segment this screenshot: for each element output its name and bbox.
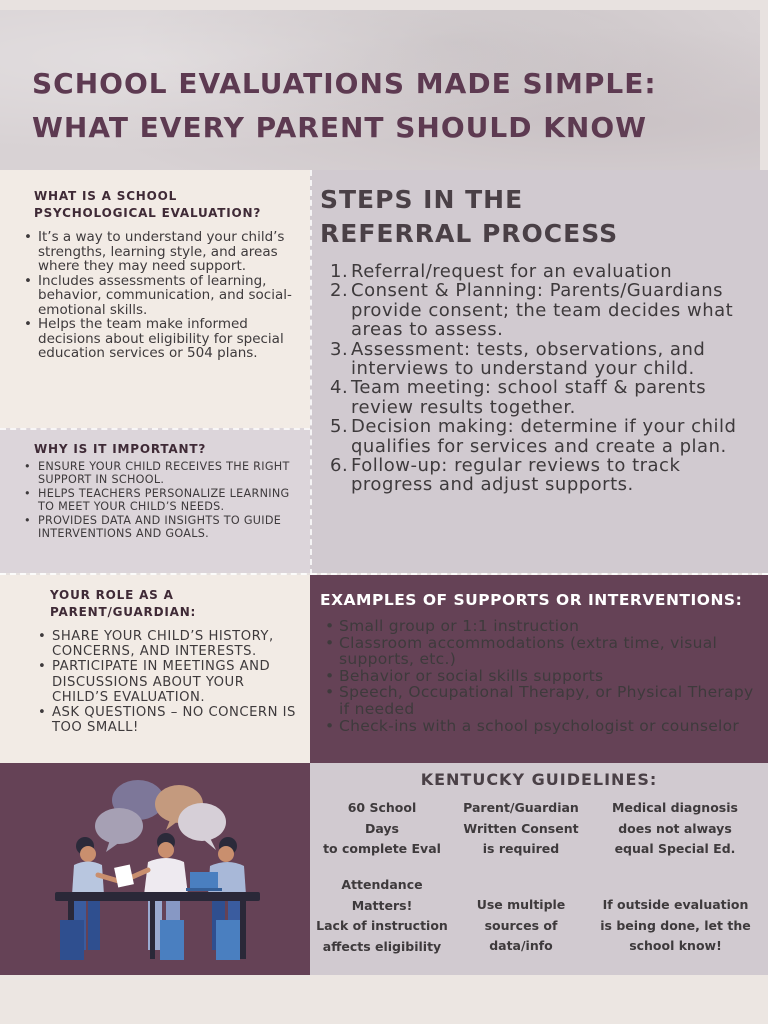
step-number: 4.	[330, 377, 349, 399]
title-line-2: WHAT EVERY PARENT SHOULD KNOW	[32, 111, 648, 144]
guideline-medical-diagnosis	[605, 798, 745, 860]
step-text: Consent & Planning: Parents/Guardians provide consent; the team decides what areas to assess.	[351, 280, 734, 341]
step-item	[330, 340, 750, 379]
guideline-line: Matters!	[351, 897, 413, 913]
step-number: 5.	[330, 416, 349, 438]
list-item: • It’s a way to understand your child’s strengths, learning style, and areas where they may need support.	[24, 230, 304, 274]
step-number: 2.	[330, 280, 349, 302]
what-is-heading-line-1: WHAT IS A SCHOOL	[34, 189, 178, 203]
footer-strip	[0, 975, 768, 1024]
step-item	[330, 281, 750, 339]
supports-heading: EXAMPLES OF SUPPORTS OR INTERVENTIONS:	[320, 591, 743, 609]
page-title	[32, 62, 752, 150]
guideline-line: If outside evaluation	[602, 897, 749, 912]
guideline-multiple-sources	[451, 895, 591, 957]
guideline-line: Days	[364, 820, 399, 836]
list-item: • ASK QUESTIONS – NO CONCERN IS TOO SMALL!	[38, 705, 303, 735]
divider-horizontal-left	[0, 428, 310, 430]
what-is-list	[24, 230, 304, 361]
list-item: • Small group or 1:1 instruction	[325, 618, 765, 635]
list-item: • Classroom accommodations (extra time, visual supports, etc.)	[325, 635, 765, 668]
role-heading-line-1: YOUR ROLE AS A	[50, 588, 174, 602]
list-item: • ENSURE YOUR CHILD RECEIVES THE RIGHT SUPPORT IN SCHOOL.	[24, 460, 304, 487]
guideline-outside-evaluation	[598, 895, 753, 957]
step-number: 6.	[330, 455, 349, 477]
steps-heading-line-2: REFERRAL PROCESS	[320, 219, 619, 248]
list-item: • Speech, Occupational Therapy, or Physical Therapy if needed	[325, 684, 765, 717]
step-text: Team meeting: school staff & parents review results together.	[351, 377, 707, 418]
header-banner	[0, 10, 760, 170]
guideline-line: sources of	[484, 917, 558, 933]
step-text: Decision making: determine if your child qualifies for services and create a plan.	[351, 416, 737, 457]
kentucky-heading: KENTUCKY GUIDELINES:	[420, 770, 658, 789]
steps-list	[330, 262, 750, 495]
step-number: 1.	[330, 261, 349, 282]
guideline-line: does not always	[618, 820, 732, 836]
guideline-line: is required	[482, 841, 560, 856]
what-is-heading	[34, 188, 294, 222]
step-item	[330, 456, 750, 495]
divider-vertical	[310, 170, 312, 575]
step-item	[330, 262, 750, 281]
role-heading	[50, 587, 280, 621]
list-item: • PROVIDES DATA AND INSIGHTS TO GUIDE INTERVENTIONS AND GOALS.	[24, 514, 304, 541]
guideline-line: Lack of instruction	[316, 918, 448, 933]
list-item: • Includes assessments of learning, behavior, communication, and social-emotional skills.	[24, 274, 304, 318]
list-item: • Behavior or social skills supports	[325, 668, 765, 685]
step-item	[330, 417, 750, 456]
list-item: • HELPS TEACHERS PERSONALIZE LEARNING TO MEET YOUR CHILD’S NEEDS.	[24, 487, 304, 514]
why-important-heading: WHY IS IT IMPORTANT?	[34, 442, 207, 456]
title-line-1: SCHOOL EVALUATIONS MADE SIMPLE:	[32, 67, 657, 100]
paper-icon	[114, 865, 134, 888]
guideline-line: data/info	[489, 938, 553, 953]
laptop-icon	[186, 872, 222, 891]
guideline-60-days	[312, 798, 452, 860]
list-item: • Check-ins with a school psychologist or counselor	[325, 718, 765, 735]
guideline-line: 60 School	[347, 800, 417, 815]
step-text: Referral/request for an evaluation	[351, 261, 673, 282]
what-is-heading-line-2: PSYCHOLOGICAL EVALUATION?	[34, 206, 262, 220]
guideline-line: Written Consent	[463, 820, 579, 836]
steps-heading-line-1: STEPS IN THE	[320, 185, 524, 214]
role-list	[38, 629, 303, 735]
guideline-line: equal Special Ed.	[614, 841, 736, 856]
guideline-line: Parent/Guardian	[463, 800, 579, 815]
list-item: • SHARE YOUR CHILD’S HISTORY, CONCERNS, AND INTERESTS.	[38, 629, 303, 659]
step-text: Assessment: tests, observations, and interviews to understand your child.	[351, 338, 706, 380]
why-important-list	[24, 460, 304, 540]
steps-heading	[320, 183, 720, 251]
list-item: • Helps the team make informed decisions about eligibility for special education services or 504 plans.	[24, 317, 304, 361]
supports-list	[325, 618, 765, 734]
guideline-line: Attendance	[341, 877, 423, 892]
divider-horizontal-middle	[0, 573, 768, 575]
guideline-line: affects eligibility	[322, 938, 442, 954]
step-number: 3.	[330, 338, 349, 360]
guideline-line: is being done, let the	[600, 917, 751, 933]
guideline-line: Use multiple	[476, 897, 566, 912]
guideline-line: school know!	[629, 938, 722, 953]
guideline-attendance	[312, 875, 452, 957]
guideline-line: Medical diagnosis	[612, 800, 738, 815]
list-item: • PARTICIPATE IN MEETINGS AND DISCUSSIONS ABOUT YOUR CHILD’S EVALUATION.	[38, 659, 303, 705]
guideline-consent	[451, 798, 591, 860]
guideline-line: to complete Eval	[323, 841, 441, 856]
step-item	[330, 378, 750, 417]
step-text: Follow-up: regular reviews to track progress and adjust supports.	[351, 455, 681, 496]
team-meeting-illustration	[40, 770, 270, 970]
role-heading-line-2: PARENT/GUARDIAN:	[50, 605, 197, 619]
